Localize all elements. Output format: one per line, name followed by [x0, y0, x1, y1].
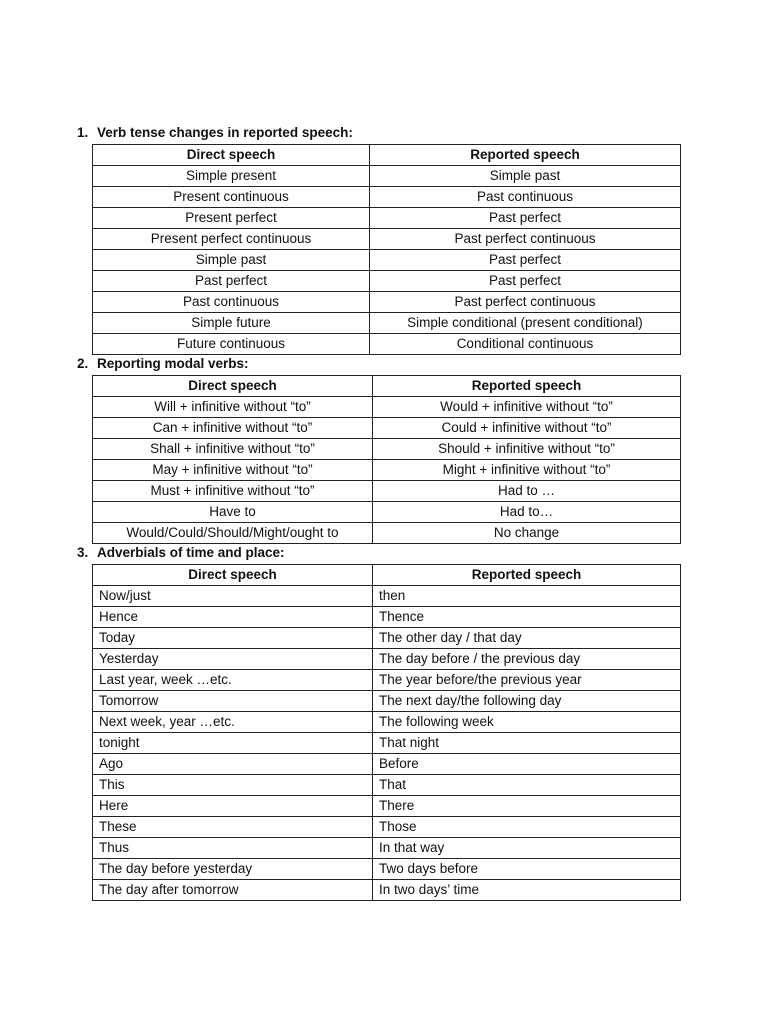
table-row: [93, 502, 681, 523]
table-row: [93, 859, 681, 880]
reported-cell: In two days’ time: [373, 880, 681, 901]
table-row: [93, 439, 681, 460]
direct-cell: Will + infinitive without “to”: [93, 397, 373, 418]
section-1-number: 1.: [77, 125, 89, 140]
reported-cell: Before: [373, 754, 681, 775]
table-row: [93, 838, 681, 859]
reported-cell: Thence: [373, 607, 681, 628]
header-reported-speech: Reported speech: [373, 565, 681, 586]
table-row: [93, 670, 681, 691]
reported-cell: There: [373, 796, 681, 817]
section-1-title: [77, 124, 353, 142]
table-row: [93, 649, 681, 670]
direct-cell: Past perfect: [93, 271, 370, 292]
table-row: [93, 271, 681, 292]
table-row: [93, 418, 681, 439]
direct-cell: Today: [93, 628, 373, 649]
reported-cell: Had to …: [373, 481, 681, 502]
direct-cell: This: [93, 775, 373, 796]
reported-cell: Would + infinitive without “to”: [373, 397, 681, 418]
direct-cell: May + infinitive without “to”: [93, 460, 373, 481]
reported-cell: No change: [373, 523, 681, 544]
direct-cell: Past continuous: [93, 292, 370, 313]
reported-cell: That night: [373, 733, 681, 754]
direct-cell: Yesterday: [93, 649, 373, 670]
table-row: [93, 334, 681, 355]
table-row: [93, 313, 681, 334]
section-2-title: [77, 355, 249, 373]
section-2-title-text: Reporting modal verbs:: [97, 356, 249, 371]
table-row: [93, 754, 681, 775]
table-row: [93, 523, 681, 544]
reported-cell: Past perfect: [370, 208, 681, 229]
table-row: [93, 691, 681, 712]
direct-cell: Here: [93, 796, 373, 817]
reported-cell: Conditional continuous: [370, 334, 681, 355]
table-row: [93, 187, 681, 208]
direct-cell: Thus: [93, 838, 373, 859]
table-row: [93, 796, 681, 817]
direct-cell: Now/just: [93, 586, 373, 607]
direct-cell: Have to: [93, 502, 373, 523]
reported-cell: That: [373, 775, 681, 796]
reported-cell: The day before / the previous day: [373, 649, 681, 670]
reported-cell: Simple past: [370, 166, 681, 187]
header-direct-speech: Direct speech: [93, 565, 373, 586]
table-row: [93, 229, 681, 250]
header-direct-speech: Direct speech: [93, 145, 370, 166]
direct-cell: tonight: [93, 733, 373, 754]
table-row: [93, 166, 681, 187]
section-3-title: [77, 544, 285, 562]
section-3-title-text: Adverbials of time and place:: [97, 545, 285, 560]
reported-cell: Had to…: [373, 502, 681, 523]
table-row: [93, 817, 681, 838]
direct-cell: Last year, week …etc.: [93, 670, 373, 691]
reported-cell: Might + infinitive without “to”: [373, 460, 681, 481]
table-header-row: [93, 145, 681, 166]
table-row: [93, 712, 681, 733]
header-reported-speech: Reported speech: [373, 376, 681, 397]
table-row: [93, 607, 681, 628]
direct-cell: The day before yesterday: [93, 859, 373, 880]
verb-tense-table: [92, 144, 681, 355]
table-row: [93, 460, 681, 481]
header-direct-speech: Direct speech: [93, 376, 373, 397]
table-row: [93, 292, 681, 313]
direct-cell: These: [93, 817, 373, 838]
modal-verbs-table: [92, 375, 681, 544]
direct-cell: Ago: [93, 754, 373, 775]
direct-cell: Shall + infinitive without “to”: [93, 439, 373, 460]
direct-cell: Can + infinitive without “to”: [93, 418, 373, 439]
direct-cell: Must + infinitive without “to”: [93, 481, 373, 502]
direct-cell: Would/Could/Should/Might/ought to: [93, 523, 373, 544]
reported-cell: Should + infinitive without “to”: [373, 439, 681, 460]
section-1-title-text: Verb tense changes in reported speech:: [97, 125, 353, 140]
reported-cell: Past continuous: [370, 187, 681, 208]
reported-cell: Past perfect continuous: [370, 292, 681, 313]
section-3-number: 3.: [77, 545, 89, 560]
reported-cell: Could + infinitive without “to”: [373, 418, 681, 439]
reported-cell: The following week: [373, 712, 681, 733]
section-2-number: 2.: [77, 356, 89, 371]
reported-cell: The other day / that day: [373, 628, 681, 649]
direct-cell: Next week, year …etc.: [93, 712, 373, 733]
reported-cell: then: [373, 586, 681, 607]
reported-cell: Past perfect continuous: [370, 229, 681, 250]
direct-cell: Tomorrow: [93, 691, 373, 712]
reported-cell: The year before/the previous year: [373, 670, 681, 691]
table-row: [93, 208, 681, 229]
reported-cell: Those: [373, 817, 681, 838]
table-row: [93, 628, 681, 649]
direct-cell: Simple past: [93, 250, 370, 271]
table-row: [93, 586, 681, 607]
direct-cell: The day after tomorrow: [93, 880, 373, 901]
adverbials-table: [92, 564, 681, 901]
reported-cell: Past perfect: [370, 271, 681, 292]
table-row: [93, 880, 681, 901]
direct-cell: Present continuous: [93, 187, 370, 208]
direct-cell: Simple present: [93, 166, 370, 187]
direct-cell: Hence: [93, 607, 373, 628]
table-row: [93, 481, 681, 502]
table-row: [93, 733, 681, 754]
reported-cell: Past perfect: [370, 250, 681, 271]
direct-cell: Present perfect: [93, 208, 370, 229]
table-row: [93, 397, 681, 418]
direct-cell: Present perfect continuous: [93, 229, 370, 250]
table-row: [93, 775, 681, 796]
reported-cell: The next day/the following day: [373, 691, 681, 712]
direct-cell: Simple future: [93, 313, 370, 334]
table-header-row: [93, 376, 681, 397]
table-header-row: [93, 565, 681, 586]
reported-cell: In that way: [373, 838, 681, 859]
table-row: [93, 250, 681, 271]
direct-cell: Future continuous: [93, 334, 370, 355]
reported-cell: Simple conditional (present conditional): [370, 313, 681, 334]
reported-cell: Two days before: [373, 859, 681, 880]
header-reported-speech: Reported speech: [370, 145, 681, 166]
